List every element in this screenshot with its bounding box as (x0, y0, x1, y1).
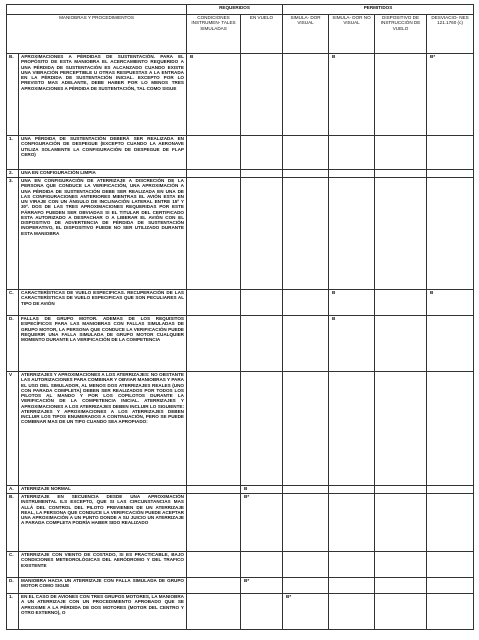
cell-deviations (427, 578, 474, 594)
cell-in-flight (241, 136, 283, 170)
row-number: V (7, 372, 19, 486)
table-row (7, 552, 474, 578)
cell-non-visual-simulator (329, 494, 375, 552)
cell-in-flight (241, 316, 283, 372)
cell-deviations: B* (427, 54, 474, 136)
header-deviations: DESVIACIO- NES 121.1760 (c) (427, 15, 474, 54)
cell-in-flight: B* (241, 578, 283, 594)
cell-visual-simulator (283, 552, 329, 578)
cell-deviations (427, 494, 474, 552)
row-description: FALLAS DE GRUPO MOTOR. ADEMAS DE LOS REQUISITOS ESPECÍFICOS PARA LAS MANIOBRAS CON FALLAS SIMULADAS DE GRUPO MOTOR, LA PERSONA QUE CONDUCE LA VERIFICACIÓN PUEDE REQUERIR UNA FALLA SIMULADA DE GRUPO MOTOR CUALQUIER MOMENTO DURANTE LA VERIFICACIÓN DE LA COMPETENCIA (19, 316, 187, 372)
cell-non-visual-simulator: B (329, 54, 375, 136)
table-row (7, 290, 474, 316)
cell-simulated-conditions (187, 170, 241, 178)
cell-deviations (427, 316, 474, 372)
cell-visual-simulator (283, 494, 329, 552)
row-number: 2. (7, 170, 19, 178)
cell-visual-simulator (283, 178, 329, 290)
row-description: ATERRIZAJES Y APROXIMACIONES A LOS ATERRIZAJES: NO OBSTANTE LAS AUTORIZACIONES PARA COMBINAR Y OBVIAR MANIOBRAS Y PARA EL USO DEL SIMULADOR, AL MENOS DOS ATERRIZAJES REALES (UNO CON PARADA COMPLETA) DEBEN SER REALIZADOS POR TODOS LOS PILOTOS AL MANDO Y POR LOS COPILOTOS DURANTE LA VERIFICACIÓN DE LA COMPETENCIA INICIAL. ATERRIZAJES Y APROXIMACIONES A LOS ATERRIZAJES DEBEN INCLUIR LO SIGUIENTE: ATERRIZAJES Y APROXIMACIONES A LOS ATERRIZAJES DEBEN INCLUIR LOS TIPOS ENUMERADOS A CONTINUACIÓN, PERO SE PUEDE COMBINAR MAS DE UN TIPO CUANDO SEA APROPIADO: (19, 372, 187, 486)
cell-training-device (375, 290, 427, 316)
cell-simulated-conditions (187, 486, 241, 494)
cell-non-visual-simulator (329, 486, 375, 494)
header-flight-training-device: DISPOSITIVO DE INSTRUCCIÓN DE VUELO (375, 15, 427, 54)
header-non-visual-simulator: SIMULA- DOR NO VISUAL (329, 15, 375, 54)
table-row (7, 316, 474, 372)
row-description: EN EL CASO DE AVIONES CON TRES GRUPOS MOTORES, LA MANIOBRA A UN ATERRIZAJE CON UN PROCEDIMIENTO APROBADO QUE SE APROXIME A LA PÉRDIDA DE DOS MOTORES (MOTOR DEL CENTRO Y OTRO EXTERNO), O (19, 594, 187, 630)
cell-training-device (375, 486, 427, 494)
cell-visual-simulator (283, 136, 329, 170)
header-maneuvers: MANIOBRAS Y PROCEDIMIENTOS (7, 15, 187, 54)
header-in-flight: EN VUELO (241, 15, 283, 54)
row-number: A. (7, 486, 19, 494)
header-group-required: REQUERIDOS (187, 5, 283, 15)
header-blank-cell (7, 5, 187, 15)
cell-training-device (375, 594, 427, 630)
cell-non-visual-simulator (329, 594, 375, 630)
table-row (7, 594, 474, 630)
table-row (7, 54, 474, 136)
cell-non-visual-simulator (329, 170, 375, 178)
header-simulated-instrument-conditions: CONDICIONES INSTRUMEN- TALES SIMULADAS (187, 15, 241, 54)
row-number: 3. (7, 178, 19, 290)
row-number: C. (7, 552, 19, 578)
cell-non-visual-simulator (329, 578, 375, 594)
cell-simulated-conditions (187, 136, 241, 170)
cell-deviations (427, 372, 474, 486)
requirements-table-sheet (6, 4, 473, 630)
row-description: ATERRIZAJE CON VIENTO DE COSTADO, SI ES PRACTICABLE, BAJO CONDICIONES METEOROLÓGICAS DEL AERÓDROMO Y DEL TRAFICO EXISTENTE (19, 552, 187, 578)
cell-training-device (375, 372, 427, 486)
cell-deviations (427, 552, 474, 578)
cell-simulated-conditions (187, 316, 241, 372)
row-description: UNA EN CONFIGURACIÓN LIMPIA (19, 170, 187, 178)
table-row (7, 136, 474, 170)
cell-in-flight (241, 170, 283, 178)
table-row (7, 494, 474, 552)
cell-simulated-conditions (187, 578, 241, 594)
row-number: 1. (7, 594, 19, 630)
cell-in-flight (241, 54, 283, 136)
header-visual-simulator: SIMULA- DOR VISUAL (283, 15, 329, 54)
cell-simulated-conditions (187, 372, 241, 486)
row-description: UNA EN CONFIGURACIÓN DE ATERRIZAJE A DISCRECIÓN DE LA PERSONA QUE CONDUCE LA VERIFICACIÓN, UNA APROXIMACIÓN A UNA PÉRDIDA DE SUSTENTACIÓN DEBE SER REALIZADA EN UNA DE LAS CONFIGURACIONES ANTERIORES MIENTRAS EL AVIÓN ESTA EN UN VIRAJE CON UN ÁNGULO DE INCLINACIÓN LATERAL ENTRE 15º Y 30º. DOS DE LAS TRES APROXIMACIONES REQUERIDAS POR ESTE PÁRRAFO PUEDEN SER OBVIADAS SI EL TITULAR DEL CERTIFICADO ESTA AUTORIZADO A DESPACHAR O A LIBERAR EL AVIÓN CON EL DISPOSITIVO DE ADVERTENCIA DE PÉRDIDA DE SUSTENTACIÓN INOPERATIVO, EL DISPOSITIVO PUEDE NO SER UTILIZADO DURANTE ESTA MANIOBRA (19, 178, 187, 290)
cell-non-visual-simulator (329, 552, 375, 578)
cell-visual-simulator (283, 372, 329, 486)
cell-in-flight: B* (241, 494, 283, 552)
cell-deviations (427, 486, 474, 494)
row-description: ATERRIZAJE EN SECUENCIA DESDE UNA APROXIMACIÓN INSTRUMENTAL ILS EXCEPTO, QUE SI LAS CIRCUNSTANCIAS MAS ALLÁ DEL CONTROL DEL PILOTO PREVIENEN DE UN ATERRIZAJE REAL, LA PERSONA QUE CONDUCE LA VERIFICACIÓN PUEDE ACEPTAR UNA APROXIMACIÓN A UN PUNTO DONDE A SU JUICIO UN ATERRIZAJE A PARADA COMPLETA PODRÍA HABER SIDO REALIZADO (19, 494, 187, 552)
cell-simulated-conditions (187, 552, 241, 578)
table-row (7, 372, 474, 486)
cell-visual-simulator (283, 290, 329, 316)
cell-visual-simulator (283, 486, 329, 494)
cell-non-visual-simulator (329, 372, 375, 486)
row-description: CARACTERÍSTICAS DE VUELO ESPECIFICAS. RECUPERACIÓN DE LAS CARACTERÍSTICAS DE VUELO ESPECIFICAS QUE SON PECULIARES AL TIPO DE AVIÓN (19, 290, 187, 316)
cell-training-device (375, 170, 427, 178)
row-description: ATERRIZAJE NORMAL (19, 486, 187, 494)
row-description: APROXIMACIONES A PÉRDIDAS DE SUSTENTACIÓN. PARA EL PROPÓSITO DE ESTA MANIOBRA EL ACERCAMIENTO REQUERIDO A UNA PÉRDIDA DE SUSTENTACIÓN ES ALCANZADO CUANDO EXISTE UNA VIBRACIÓN PERCEPTIBLE U OTRAS RESPUESTAS A LA ENTRADA EN LA PÉRDIDA DE SUSTENTACIÓN INICIAL. EXCEPTO POR LO PREVISTO MAS ADELANTE, DEBE HABER POR LO MENOS TRES APROXIMACIONES A PÉRDIDA DE SUSTENTACIÓN, TAL COMO SIGUE (19, 54, 187, 136)
cell-deviations: B (427, 290, 474, 316)
row-number: D. (7, 316, 19, 372)
cell-visual-simulator (283, 54, 329, 136)
table-row (7, 170, 474, 178)
cell-visual-simulator (283, 170, 329, 178)
cell-training-device (375, 578, 427, 594)
row-number: 1. (7, 136, 19, 170)
cell-deviations (427, 170, 474, 178)
cell-in-flight (241, 290, 283, 316)
row-number: D. (7, 578, 19, 594)
table-row (7, 486, 474, 494)
cell-in-flight (241, 372, 283, 486)
cell-simulated-conditions (187, 290, 241, 316)
maneuvers-table (6, 4, 474, 630)
cell-non-visual-simulator: B (329, 316, 375, 372)
cell-non-visual-simulator (329, 178, 375, 290)
cell-in-flight (241, 178, 283, 290)
cell-training-device (375, 136, 427, 170)
cell-training-device (375, 178, 427, 290)
row-description: UNA PÉRDIDA DE SUSTENTACIÓN DEBERÁ SER REALIZADA EN CONFIGURACIÓN DE DESPEGUE (EXCEPTO CUANDO LA AERONAVE UTILIZA SOLAMENTE LA CONFIGURACIÓN DE DESPEGUE DE FLAP CERO) (19, 136, 187, 170)
row-number: C. (7, 290, 19, 316)
cell-training-device (375, 552, 427, 578)
cell-training-device (375, 316, 427, 372)
cell-in-flight: B (241, 486, 283, 494)
row-description: MANIOBRA HACIA UN ATERRIZAJE CON FALLA SIMULADA DE GRUPO MOTOR COMO SIGUE (19, 578, 187, 594)
cell-simulated-conditions: B (187, 54, 241, 136)
cell-deviations (427, 178, 474, 290)
cell-visual-simulator (283, 316, 329, 372)
cell-visual-simulator (283, 578, 329, 594)
header-group-permitted: PERMITIDOS (283, 5, 474, 15)
cell-simulated-conditions (187, 494, 241, 552)
cell-in-flight (241, 594, 283, 630)
cell-training-device (375, 494, 427, 552)
cell-visual-simulator: B* (283, 594, 329, 630)
table-body (7, 54, 474, 630)
cell-deviations (427, 594, 474, 630)
cell-in-flight (241, 552, 283, 578)
table-row (7, 578, 474, 594)
row-number: B. (7, 54, 19, 136)
cell-deviations (427, 136, 474, 170)
cell-non-visual-simulator: B (329, 290, 375, 316)
cell-non-visual-simulator (329, 136, 375, 170)
cell-simulated-conditions (187, 178, 241, 290)
row-number: B. (7, 494, 19, 552)
cell-simulated-conditions (187, 594, 241, 630)
table-row (7, 178, 474, 290)
cell-training-device (375, 54, 427, 136)
